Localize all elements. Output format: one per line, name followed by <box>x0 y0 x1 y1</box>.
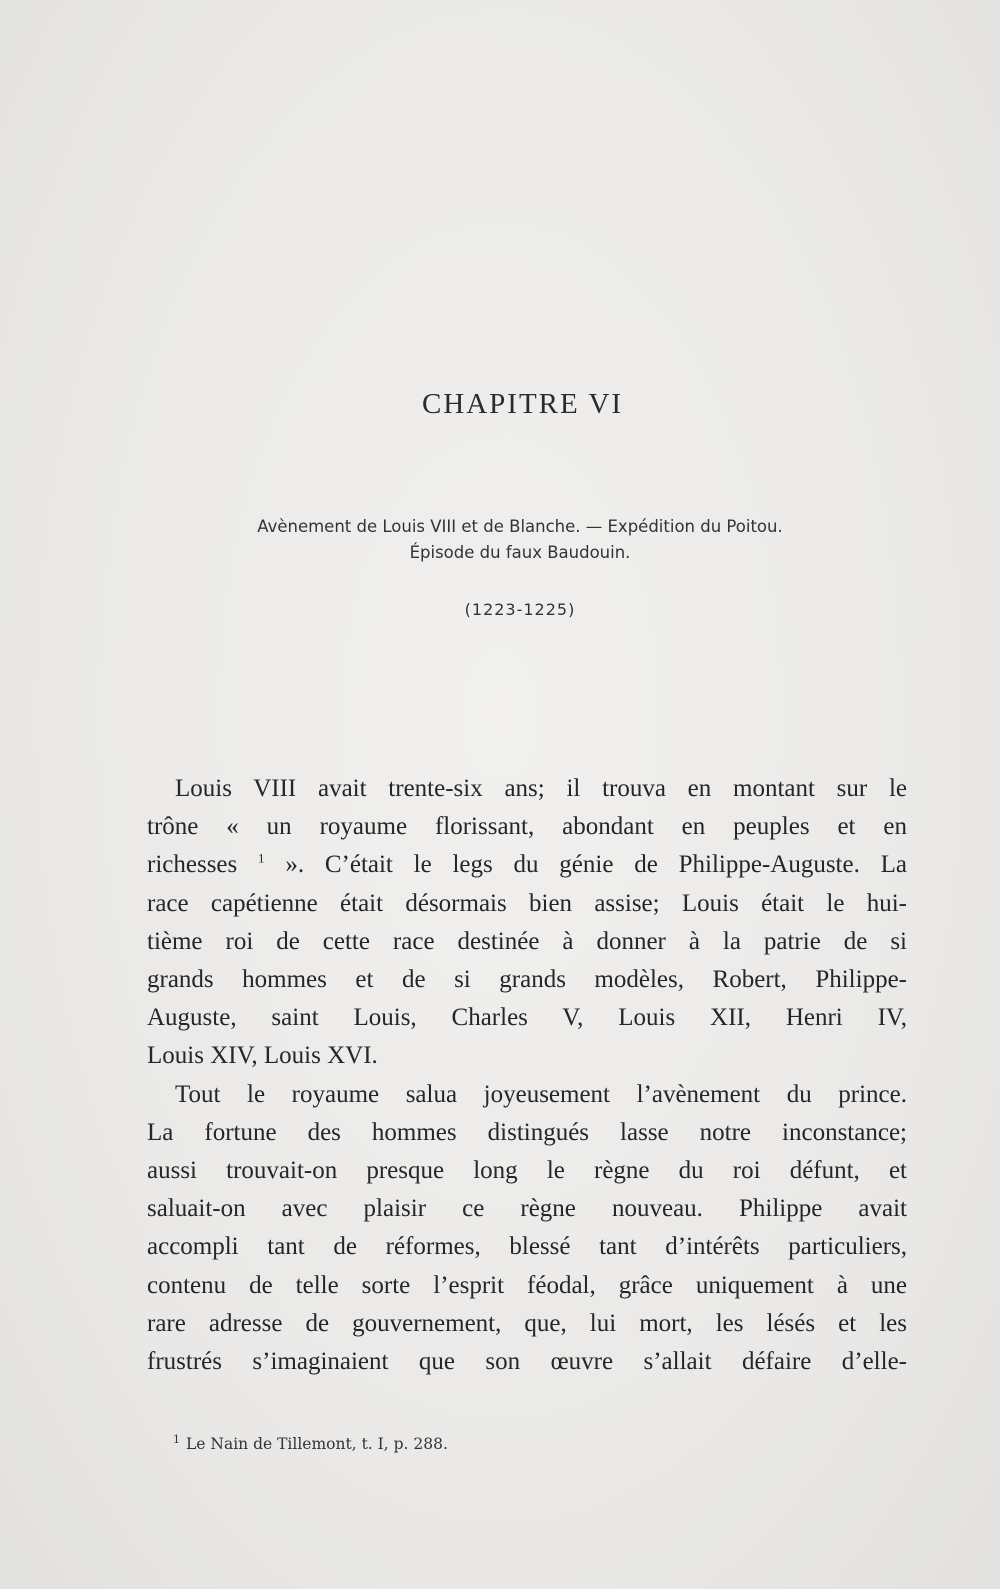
chapter-summary-line-1: Avènement de Louis VIII et de Blanche. — Expédition du Poitou. <box>257 517 783 536</box>
text-line: La fortune des hommes distingués lasse notre inconstance; <box>147 1118 907 1146</box>
text-fragment: ». C’était le legs du génie de Philippe-Auguste. La <box>285 851 907 879</box>
text-line: saluait-on avec plaisir ce règne nouveau. Philippe avait <box>147 1195 907 1223</box>
text-fragment: richesses <box>147 851 238 879</box>
footnote-number: 1 <box>173 1433 180 1446</box>
text-line: contenu de telle sorte l’esprit féodal, grâce uniquement à une <box>147 1271 907 1299</box>
chapter-title: CHAPITRE VI <box>421 388 624 420</box>
text-line: accompli tant de réformes, blessé tant d’intérêts particuliers, <box>147 1233 907 1261</box>
text-line: aussi trouvait-on presque long le règne du roi défunt, et <box>147 1157 907 1185</box>
body-text <box>147 770 907 1381</box>
text-line: grands hommes et de si grands modèles, Robert, Philippe- <box>147 966 907 994</box>
footnote-reference: 1 <box>258 851 265 867</box>
text-line: trône « un royaume florissant, abondant en peuples et en <box>147 813 907 841</box>
footnote <box>173 1433 448 1453</box>
text-line: Louis XIV, Louis XVI. <box>147 1042 378 1070</box>
chapter-summary-line-2: Épisode du faux Baudouin. <box>409 543 631 562</box>
text-line: frustrés s’imaginaient que son œuvre s’allait défaire d’elle- <box>147 1348 907 1376</box>
footnote-text: Le Nain de Tillemont, t. I, p. 288. <box>186 1435 448 1454</box>
text-line: rare adresse de gouvernement, que, lui mort, les lésés et les <box>147 1309 907 1337</box>
text-line: tième roi de cette race destinée à donner à la patrie de si <box>147 927 907 955</box>
text-line: Auguste, saint Louis, Charles V, Louis XII, Henri IV, <box>147 1004 907 1032</box>
chapter-dates: (1223-1225) <box>464 600 576 619</box>
text-line: Tout le royaume salua joyeusement l’avènement du prince. <box>175 1080 907 1108</box>
text-line-with-footnote <box>147 846 907 884</box>
text-line: Louis VIII avait trente-six ans; il trouva en montant sur le <box>175 775 907 802</box>
text-line: race capétienne était désormais bien assise; Louis était le hui- <box>147 889 907 917</box>
